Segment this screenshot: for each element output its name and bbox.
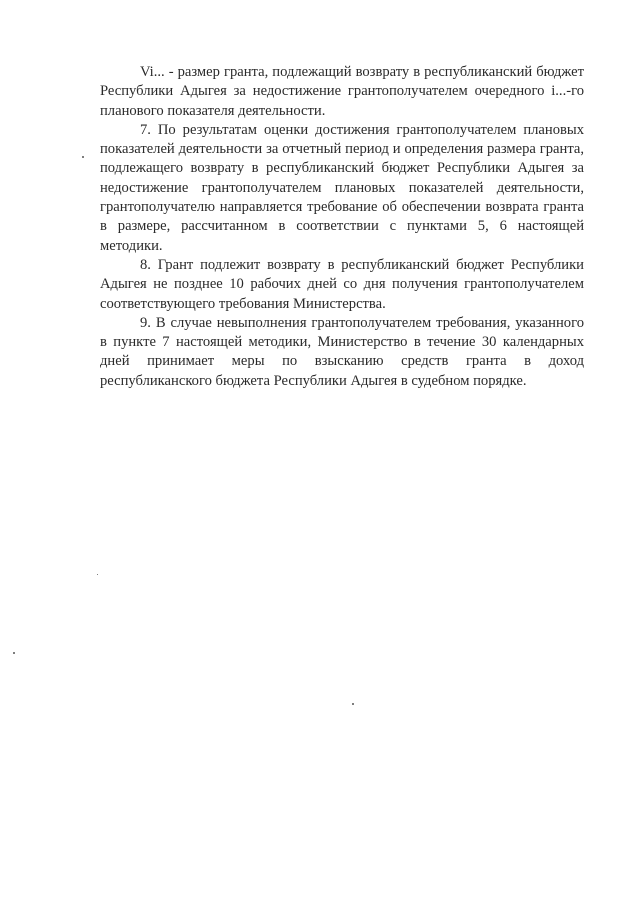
document-body [100, 63, 584, 391]
paragraph-vi-definition: Vi... - размер гранта, подлежащий возврату в республиканский бюджет Республики Адыгея за недостижение грантополучателем очередного i...-го планового показателя деятельности. [100, 64, 584, 119]
paragraph-9: 9. В случае невыполнения грантополучателем требования, указанного в пункте 7 настоящей методики, Министерство в течение 30 календарных дней принимает меры по взысканию средств гранта в доход республиканского бюджета Республики Адыгея в судебном порядке. [100, 314, 584, 389]
scan-speck [352, 703, 354, 705]
scan-speck [82, 156, 84, 158]
scan-speck [13, 652, 15, 654]
paragraph-8: 8. Грант подлежит возврату в республиканский бюджет Республики Адыгея не позднее 10 рабочих дней со дня получения грантополучателем соответствующего требования Министерства. [100, 256, 584, 312]
scan-speck [97, 574, 98, 575]
paragraph-7: 7. По результатам оценки достижения грантополучателем плановых показателей деятельности за отчетный период и определения размера гранта, подлежащего возврату в республиканский бюджет Республики Адыгея за недостижение грантополучателем плановых показателей деятельности, грантополучателю направляется требование об обеспечении возврата гранта в размере, рассчитанном в соответствии с пунктами 5, 6 настоящей методики. [100, 121, 584, 254]
